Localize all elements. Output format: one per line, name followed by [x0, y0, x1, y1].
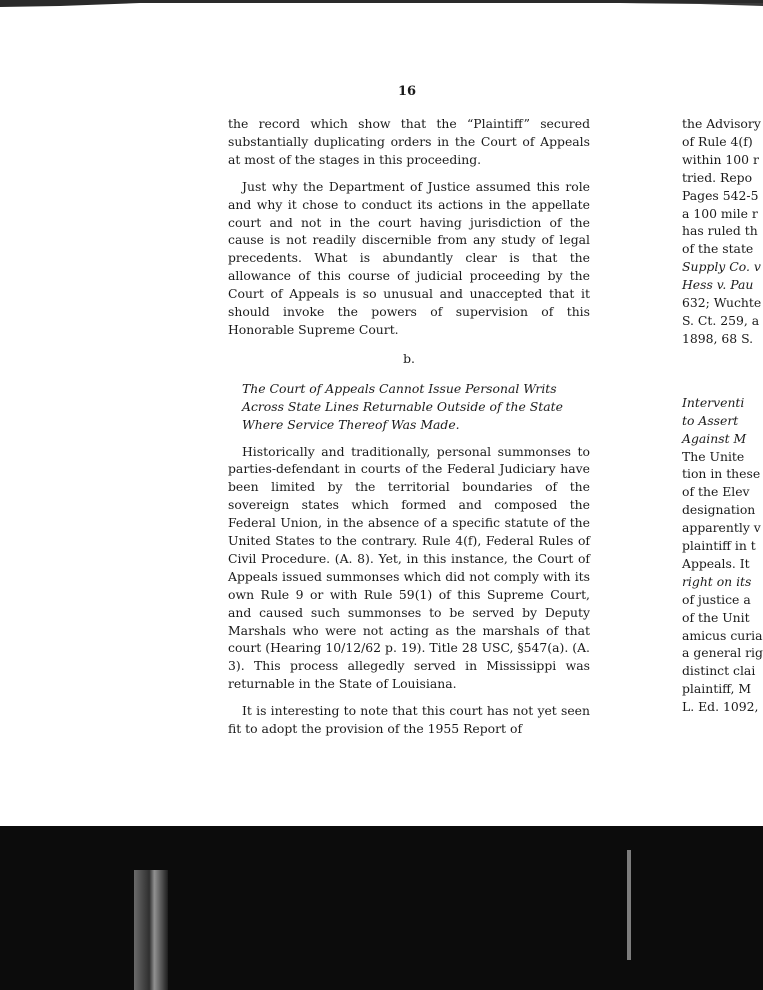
- right-line: of Rule 4(f): [682, 133, 753, 149]
- scan-artifact-streak: [134, 870, 168, 990]
- heading-line-1: The Court of Appeals Cannot Issue Personal Writs: [242, 380, 557, 396]
- right-line: 1898, 68 S.: [682, 330, 754, 346]
- right-line: tion in these: [682, 466, 761, 482]
- right-line: has ruled th: [682, 223, 758, 239]
- scan-top-edge: [0, 0, 763, 10]
- right-line: of the state: [682, 241, 754, 257]
- right-line: right on its: [682, 573, 752, 589]
- right-line: distinct clai: [682, 663, 756, 679]
- right-line: plaintiff in t: [682, 538, 756, 554]
- right-heading-line: Interventi: [682, 394, 745, 410]
- right-line: of the Elev: [682, 484, 750, 500]
- right-line: tried. Repo: [682, 169, 753, 185]
- heading-line-2: Across State Lines Returnable Outside of the State: [242, 398, 563, 414]
- right-line: S. Ct. 259, a: [682, 312, 760, 328]
- right-line: 632; Wuchte: [682, 295, 762, 311]
- paragraph-3: Historically and traditionally, personal summonses to parties-defendant in courts of the Federal Judiciary have been limited by the territorial boundaries of the sovereign states which formed and composed the Federal Union, in the absence of a specific statute of the United States to the contrary. Rule 4(f), Federal Rules of Civil Procedure. (A. 8). Yet, in this instance, the Court of Appeals issued summonses which did not comply with its own Rule 9 or with Rule 59(1) of this Supreme Court, and caused such summonses to be served by Deputy Marshals who were not acting as the marshals of that court (Hearing 10/12/62 p. 19). Title 28 USC, §547(a). (A. 3). This process allegedly served in Mississippi was returnable in the State of Louisiana.: [228, 443, 590, 692]
- right-column-spacer: [682, 348, 763, 394]
- right-line: the Advisory: [682, 116, 761, 131]
- right-line: designation: [682, 502, 756, 518]
- right-line: Appeals. It: [682, 555, 750, 571]
- right-column-partial: [682, 115, 763, 716]
- right-line: plaintiff, M: [682, 681, 752, 697]
- right-heading-line: to Assert: [682, 412, 739, 428]
- right-line: L. Ed. 1092,: [682, 699, 759, 715]
- scan-artifact-streak: [627, 850, 631, 960]
- right-line: of the Unit: [682, 609, 750, 625]
- right-line: a 100 mile r: [682, 205, 758, 221]
- right-line: Hess v. Pau: [682, 277, 754, 293]
- right-line: The Unite: [682, 448, 745, 464]
- right-line: within 100 r: [682, 151, 759, 167]
- paragraph-4: It is interesting to note that this court has not yet seen fit to adopt the provision of the 1955 Report of: [228, 703, 590, 737]
- section-letter: b.: [403, 350, 415, 366]
- heading-line-3: Where Service Thereof Was Made.: [242, 416, 460, 432]
- left-column: [228, 115, 590, 738]
- right-line: Supply Co. v: [682, 259, 761, 275]
- paragraph-2: Just why the Department of Justice assumed this role and why it chose to conduct its actions in the appellate court and not in the court having jurisdiction of the cause is not readily discernible from any study of legal precedents. What is abundantly clear is that the allowance of this course of judicial proceeding by the Court of Appeals is so unusual and unaccepted that it should invoke the powers of supervision of this Honorable Supreme Court.: [228, 178, 590, 337]
- right-line: amicus curia: [682, 627, 763, 643]
- page-number: 16: [397, 84, 417, 99]
- paragraph-1: the record which show that the “Plaintiff” secured substantially duplicating orders in the Court of Appeals at most of the stages in this proceeding.: [228, 116, 590, 167]
- scan-dark-border: [0, 826, 763, 990]
- right-line: apparently v: [682, 520, 761, 536]
- section-heading: [228, 380, 590, 434]
- right-line: of justice a: [682, 591, 751, 607]
- right-line: Pages 542-5: [682, 187, 759, 203]
- right-heading-line: Against M: [682, 430, 747, 446]
- right-line: a general rig: [682, 645, 763, 661]
